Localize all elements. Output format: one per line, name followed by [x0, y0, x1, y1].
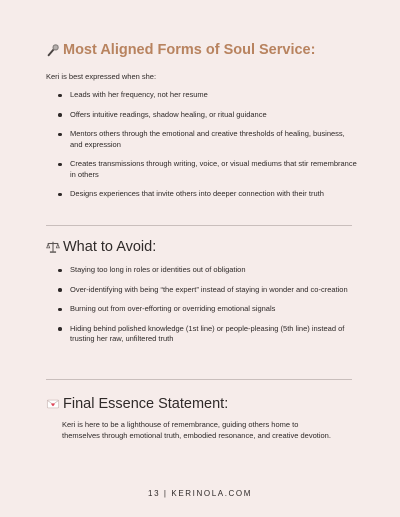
section-avoid-title: What to Avoid:	[63, 239, 157, 255]
essence-statement: Keri is here to be a lighthouse of remembrance, guiding others home to themselves through emotional truth, embodied resonance, and creative devotion.	[62, 420, 331, 440]
list-item: Leads with her frequency, not her resume	[58, 90, 358, 101]
list-item: Mentors others through the emotional and creative thresholds of healing, business, and expression	[58, 129, 358, 150]
love-letter-icon	[46, 397, 60, 411]
list-item: Burning out from over-efforting or overriding emotional signals	[58, 304, 358, 315]
aligned-list	[58, 90, 358, 200]
section-aligned-title: Most Aligned Forms of Soul Service:	[63, 42, 316, 58]
section-aligned-heading	[46, 42, 315, 58]
divider	[46, 379, 352, 380]
avoid-list	[58, 265, 358, 345]
list-item: Designs experiences that invite others into deeper connection with their truth	[58, 189, 358, 200]
list-item: Offers intuitive readings, shadow healing, or ritual guidance	[58, 110, 358, 121]
list-item: Staying too long in roles or identities out of obligation	[58, 265, 358, 276]
page-footer: 13 | KERINOLA.COM	[148, 489, 252, 498]
divider	[46, 225, 352, 226]
scales-icon	[46, 240, 60, 254]
list-item: Hiding behind polished knowledge (1st line) or people-pleasing (5th line) instead of trusting her raw, unfiltered truth	[58, 324, 358, 345]
section-avoid-heading	[46, 239, 156, 255]
section-essence-heading	[46, 396, 228, 412]
microphone-icon	[46, 43, 60, 57]
section-essence-title: Final Essence Statement:	[63, 396, 229, 412]
section-aligned-intro: Keri is best expressed when she:	[46, 72, 157, 81]
list-item: Creates transmissions through writing, voice, or visual mediums that stir remembrance in others	[58, 159, 358, 180]
list-item: Over-identifying with being “the expert” instead of staying in wonder and co-creation	[58, 285, 358, 296]
